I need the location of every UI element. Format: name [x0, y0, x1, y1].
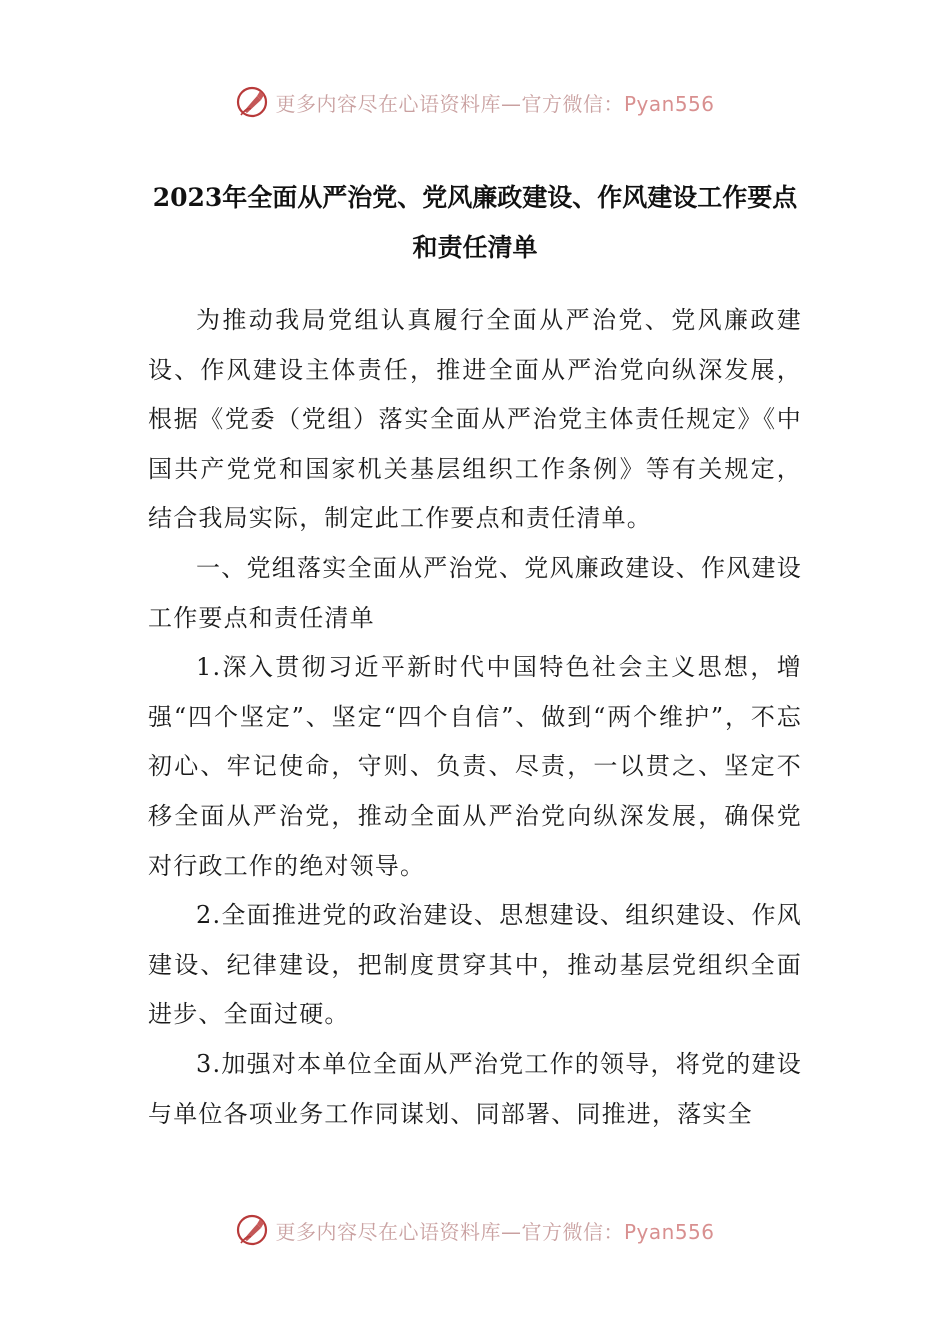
paragraph-item-2: 2.全面推进党的政治建设、思想建设、组织建设、作风建设、纪律建设，把制度贯穿其中，推动基层党组织全面进步、全面过硬。	[148, 901, 802, 1029]
pen-nib-logo-icon	[235, 85, 269, 119]
watermark-text: 更多内容尽在心语资料库—官方微信：	[275, 91, 624, 116]
document-body	[148, 296, 802, 1139]
footer-watermark	[0, 1210, 950, 1250]
paragraph-item-3: 3.加强对本单位全面从严治党工作的领导，将党的建设与单位各项业务工作同谋划、同部署、同推进，落实全	[148, 1049, 802, 1128]
paragraph-intro: 为推动我局党组认真履行全面从严治党、党风廉政建设、作风建设主体责任，推进全面从严治党向纵深发展，根据《党委（党组）落实全面从严治党主体责任规定》《中国共产党党和国家机关基层组织工作条例》等有关规定，结合我局实际，制定此工作要点和责任清单。	[148, 306, 802, 533]
watermark-text: 更多内容尽在心语资料库—官方微信：	[275, 1219, 624, 1244]
pen-nib-logo-icon	[235, 1213, 269, 1247]
header-watermark	[0, 82, 950, 122]
document-title-line-1: 2023年全面从严治党、党风廉政建设、作风建设工作要点	[152, 183, 798, 212]
paragraph-item-1: 1.深入贯彻习近平新时代中国特色社会主义思想，增强“四个坚定”、坚定“四个自信”、做到“两个维护”，不忘初心、牢记使命，守则、负责、尽责，一以贯之、坚定不移全面从严治党，推动全面从严治党向纵深发展，确保党对行政工作的绝对领导。	[148, 653, 802, 880]
watermark-wechat-id: Pyan556	[623, 1219, 715, 1244]
paragraph-section-heading: 一、党组落实全面从严治党、党风廉政建设、作风建设工作要点和责任清单	[148, 553, 802, 632]
document-title-line-2: 和责任清单	[412, 233, 538, 262]
watermark-wechat-id: Pyan556	[623, 91, 715, 116]
